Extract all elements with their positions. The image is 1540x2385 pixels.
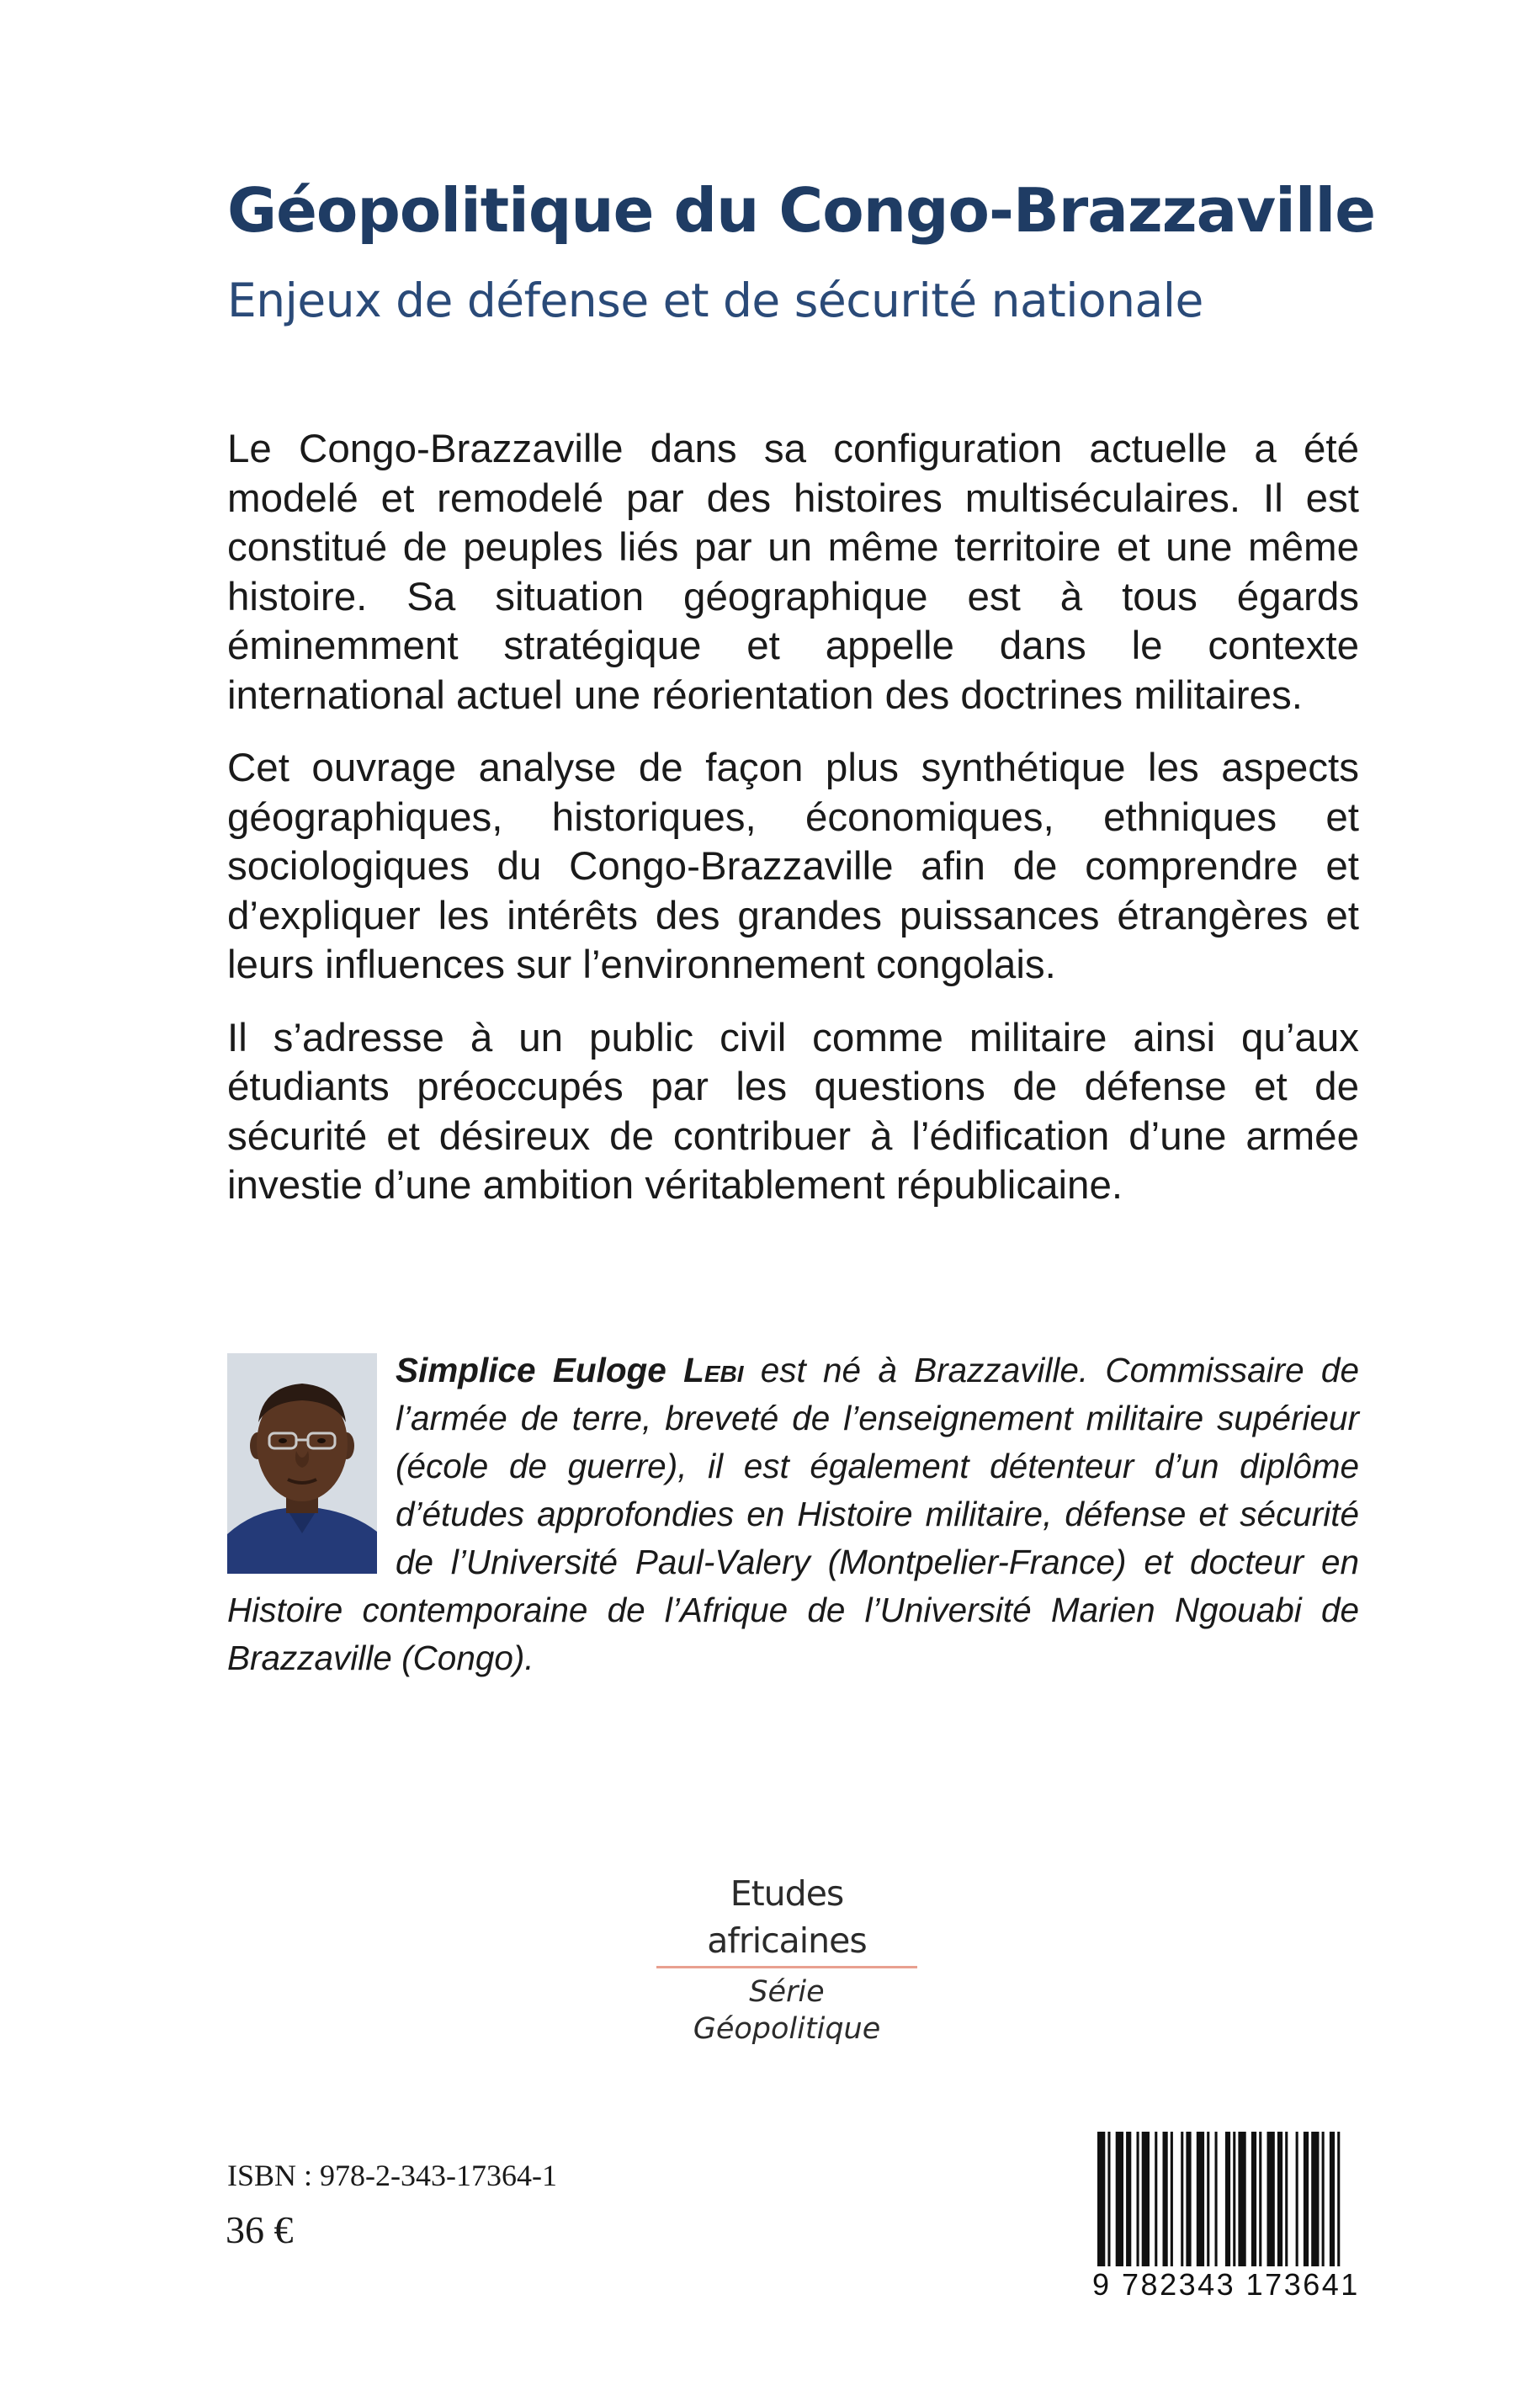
barcode-bar bbox=[1267, 2132, 1275, 2266]
barcode-bar bbox=[1251, 2132, 1256, 2266]
barcode-bar bbox=[1304, 2132, 1309, 2266]
barcode-bar bbox=[1171, 2132, 1173, 2266]
barcode-bar bbox=[1259, 2132, 1261, 2266]
barcode-bar bbox=[1215, 2132, 1218, 2266]
barcode-bar bbox=[1330, 2132, 1335, 2266]
barcode-bar bbox=[1097, 2132, 1105, 2266]
collection-mark bbox=[656, 1870, 917, 2048]
barcode-bar bbox=[1186, 2132, 1191, 2266]
author-photo bbox=[227, 1353, 377, 1574]
barcode-bar bbox=[1337, 2132, 1340, 2266]
collection-divider bbox=[656, 1966, 917, 1968]
barcode-bar bbox=[1107, 2132, 1110, 2266]
author-biography bbox=[227, 1347, 1359, 1682]
barcode-bar bbox=[1126, 2132, 1131, 2266]
author-first-names: Simplice Euloge bbox=[396, 1351, 684, 1389]
description-paragraph-2: Cet ouvrage analyse de façon plus synthétique les aspects géographiques, historiques, économiques, ethniques et sociologiques du Congo-Brazzaville afin de comprendre et d’expliquer les intérêts des grandes puissances étrangères et leurs influences sur l’environnement congolais. bbox=[227, 746, 1359, 987]
barcode-bar bbox=[1163, 2132, 1168, 2266]
barcode-bar bbox=[1142, 2132, 1150, 2266]
barcode-bar bbox=[1233, 2132, 1235, 2266]
description-paragraph-1: Le Congo-Brazzaville dans sa configuration actuelle a été modelé et remodelé par des histoires multiséculaires. Il est constitué de peuples liés par un même territoire et une même histoire. Sa situation géographique est à tous égards éminemment stratégique et appelle dans le contexte international actuel une réorientation des doctrines militaires. bbox=[227, 427, 1359, 718]
barcode-bar bbox=[1285, 2132, 1288, 2266]
author-portrait-image bbox=[227, 1353, 377, 1574]
barcode-digits: 9 782343 173641 bbox=[1092, 2267, 1360, 2302]
barcode-bar bbox=[1296, 2132, 1298, 2266]
barcode-bar bbox=[1311, 2132, 1319, 2266]
book-subtitle: Enjeux de défense et de sécurité nationale bbox=[227, 274, 1203, 327]
author-surname: Lebi bbox=[683, 1351, 744, 1389]
collection-name: Etudes africaines bbox=[707, 1873, 867, 1961]
barcode-bar bbox=[1238, 2132, 1245, 2266]
barcode-bar bbox=[1116, 2132, 1123, 2266]
barcode-bar bbox=[1322, 2132, 1325, 2266]
book-description bbox=[227, 425, 1359, 1235]
description-paragraph-3: Il s’adresse à un public civil comme militaire ainsi qu’aux étudiants préoccupés par les questions de défense et de sécurité et désireux de contribuer à l’édification d’une armée investie d’une ambition véritablement républicaine. bbox=[227, 1015, 1359, 1208]
barcode-bar bbox=[1207, 2132, 1209, 2266]
barcode-bar bbox=[1225, 2132, 1230, 2266]
barcode-bar bbox=[1181, 2132, 1183, 2266]
barcode-bar bbox=[1137, 2132, 1139, 2266]
barcode-bar bbox=[1277, 2132, 1282, 2266]
isbn-number: ISBN : 978-2-343-17364-1 bbox=[227, 2159, 557, 2192]
barcode-bars-icon bbox=[1092, 2132, 1350, 2266]
barcode-bar bbox=[1155, 2132, 1157, 2266]
barcode bbox=[1092, 2132, 1360, 2317]
price-label: 36 € bbox=[226, 2208, 294, 2251]
author-bio-text: est né à Brazzaville. Commissaire de l’armée de terre, breveté de l’enseignement militaire supérieur (école de guerre), il est également détenteur d’un diplôme d’études approfondies en Histoire militaire, défense et sécurité de l’Université Paul-Valery (Montpelier-France) et docteur en Histoire contemporaine de l’Afrique de l’Université Marien Ngouabi de Brazzaville (Congo). bbox=[227, 1351, 1359, 1677]
book-title: Géopolitique du Congo-Brazzaville bbox=[227, 175, 1376, 246]
collection-series: Série Géopolitique bbox=[693, 1975, 881, 2046]
barcode-bar bbox=[1197, 2132, 1204, 2266]
